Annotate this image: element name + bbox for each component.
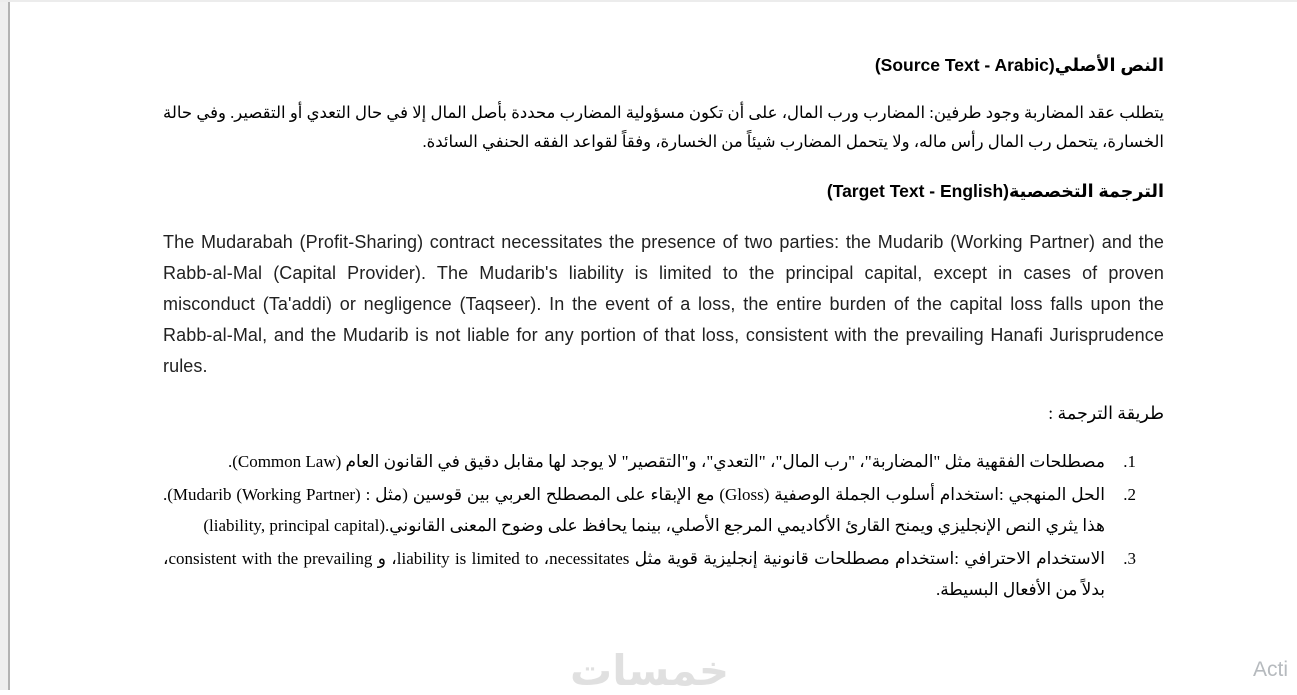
list-item-number: 3.: [1123, 549, 1136, 568]
list-item-text: الحل المنهجي :استخدام أسلوب الجملة الوصفية (Gloss) مع الإبقاء على المصطلح العربي بين قوسين (مثل : Mudarib (Working Partner)). هذا يثري النص الإنجليزي ويمنح القارئ الأكاديمي المرجع الأصلي، بينما يحافظ على وضوح المعنى القانوني.(liability, principal capital): [163, 485, 1106, 535]
list-item-text: مصطلحات الفقهية مثل "المضاربة"، "رب المال"، "التعدي"، و"التقصير" لا يوجد لها مقابل دقيق في القانون العام (Common Law).: [227, 452, 1105, 471]
source-arabic-paragraph: يتطلب عقد المضاربة وجود طرفين: المضارب ورب المال، على أن تكون مسؤولية المضارب محددة بأصل المال إلا في حال التعدي أو التقصير. وفي حالة الخسارة، يتحمل رب المال رأس ماله، ولا يتحمل المضارب شيئاً من الخسارة، وفقاً لقواعد الفقه الحنفي السائدة.: [163, 103, 1164, 151]
list-item-text: الاستخدام الاحترافي :استخدام مصطلحات قانونية إنجليزية قوية مثل necessitates،‏ liability is limited to، و consistent with the prevailing، بدلاً من الأفعال البسيطة.: [163, 549, 1106, 599]
list-item: [163, 479, 1164, 541]
page-left-edge-line: [8, 2, 10, 690]
target-english-paragraph: The Mudarabah (Profit-Sharing) contract necessitates the presence of two parties: the Mudarib (Working Partner) and the Rabb-al-Mal (Capital Provider). The Mudarib's liability is limited to the principal capital, except in cases of proven misconduct (Ta'addi) or negligence (Taqseer). In the event of a loss, the entire burden of the capital loss falls upon the Rabb-al-Mal, and the Mudarib is not liable for any portion of that loss, consistent with the prevailing Hanafi Jurisprudence rules.: [163, 232, 1164, 376]
source-text-heading: النص الأصلي(Source Text - Arabic): [874, 55, 1164, 75]
list-item-number: 2.: [1123, 485, 1136, 504]
translation-method-heading: طريقة الترجمة :: [1048, 403, 1164, 423]
target-text-heading: الترجمة التخصصية(Target Text - English): [826, 181, 1164, 201]
activate-windows-watermark: Acti: [1253, 658, 1289, 681]
translation-method-list: [163, 446, 1164, 605]
page-left-gutter: [0, 2, 8, 690]
list-item: [163, 446, 1164, 477]
document-edit-area[interactable]: [163, 2, 1164, 607]
list-item-number: 1.: [1123, 452, 1136, 471]
khamsat-watermark: خمسات: [570, 646, 730, 695]
list-item: [163, 543, 1164, 605]
